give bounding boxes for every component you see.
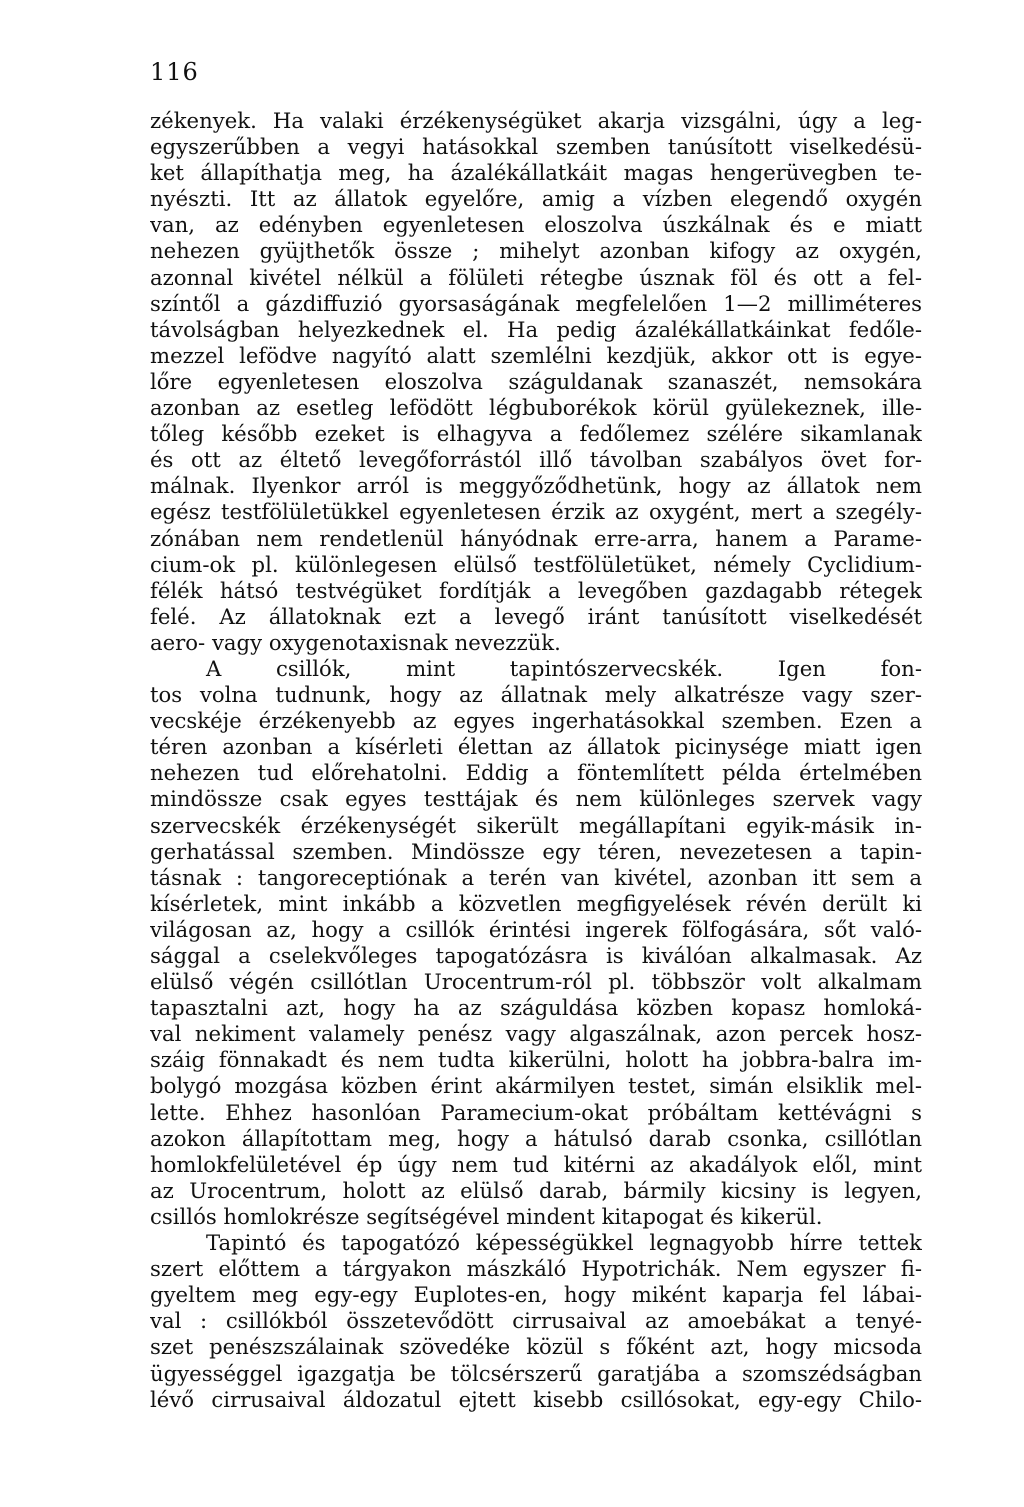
text-line: A csillók, mint tapintószervecskék. Igen fon-	[206, 655, 922, 681]
text-line: málnak. Ilyenkor arról is meggyőződhetünk, hogy az állatok nem	[150, 473, 922, 499]
text-line: és ott az éltető levegőforrástól illő távolban szabályos övet for-	[150, 447, 922, 473]
text-line: val : csillókból összetevődött cirrusaival az amoebákat a tenyé-	[150, 1308, 922, 1334]
text-line: Tapintó és tapogatózó képességükkel legnagyobb hírre tettek	[206, 1230, 922, 1256]
text-line: az Urocentrum, holott az elülső darab, bármily kicsiny is legyen,	[150, 1177, 922, 1203]
text-line: félék hátsó testvégüket fordítják a levegőben gazdagabb rétegek	[150, 577, 922, 603]
text-line: zékenyek. Ha valaki érzékenységüket akarja vizsgálni, úgy a leg-	[150, 108, 922, 133]
text-line: val nekiment valamely penész vagy algaszálnak, azon percek hosz-	[150, 1021, 922, 1047]
text-line: szervecskék érzékenységét sikerült megállapítani egyik-másik in-	[150, 812, 922, 838]
text-line: lette. Ehhez hasonlóan Paramecium-okat próbáltam kettévágni s	[150, 1099, 922, 1125]
text-line: zónában nem rendetlenül hányódnak erre-arra, hanem a Parame-	[150, 525, 922, 551]
text-line: kísérletek, mint inkább a közvetlen megfigyelések révén derült ki	[150, 890, 922, 916]
text-line: téren azonban a kísérleti élettan az állatok picinysége miatt igen	[150, 734, 922, 760]
text-line: sággal a cselekvőleges tapogatózásra is kiválóan alkalmasak. Az	[150, 943, 922, 968]
text-line: lévő cirrusaival áldozatul ejtett kisebb csillósokat, egy-egy Chilo-	[150, 1386, 922, 1412]
text-line: tásnak : tangoreceptiónak a terén van kivétel, azonban itt sem a	[150, 864, 922, 890]
text-line: azonban az esetleg lefödött légbuborékok körül gyülekeznek, ille-	[150, 395, 922, 421]
text-line: ügyességgel igazgatja be tölcsérszerű garatjába a szomszédságban	[150, 1360, 922, 1386]
text-line: ket állapíthatja meg, ha ázalékállatkáit magas hengerüvegben te-	[150, 160, 922, 186]
text-line: távolságban helyezkednek el. Ha pedig ázalékállatkáinkat fedőle-	[150, 316, 922, 342]
text-line: nehezen tud előrehatolni. Eddig a föntemlített példa értelmében	[150, 760, 922, 786]
text-line: gyeltem meg egy-egy Euplotes-en, hogy miként kaparja fel lábai-	[150, 1282, 922, 1308]
text-line: homlokfelületével ép úgy nem tud kitérni az akadályok elől, mint	[150, 1151, 922, 1177]
text-line: azokon állapítottam meg, hogy a hátulsó darab csonka, csillótlan	[150, 1125, 922, 1151]
text-line: tos volna tudnunk, hogy az állatnak mely alkatrésze vagy szer-	[150, 682, 922, 708]
text-line: tapasztalni azt, hogy ha az száguldása közben kopasz homloká-	[150, 995, 922, 1021]
text-line: világosan az, hogy a csillók érintési ingerek fölfogására, sőt való-	[150, 916, 922, 942]
text-line: szet penészszálainak szövedéke közül s főként azt, hogy micsoda	[150, 1334, 922, 1360]
text-line: bolygó mozgása közben érint akármilyen testet, simán elsiklik mel-	[150, 1073, 922, 1099]
body-text	[150, 108, 922, 1413]
text-line: száig fönnakadt és nem tudta kikerülni, holott ha jobbra-balra im-	[150, 1047, 922, 1073]
text-line: egész testfölületükkel egyenletesen érzik az oxygént, mert a szegély-	[150, 499, 922, 525]
text-line: van, az edényben egyenletesen eloszolva úszkálnak és e miatt	[150, 212, 922, 238]
text-line: vecskéje érzékenyebb az egyes ingerhatásokkal szemben. Ezen a	[150, 708, 922, 734]
text-line: lőre egyenletesen eloszolva száguldanak szanaszét, nemsokára	[150, 368, 922, 394]
text-line: nyészti. Itt az állatok egyelőre, amig a vízben elegendő oxygén	[150, 186, 922, 212]
page-number: 116	[150, 58, 199, 86]
text-line: mindössze csak egyes testtájak és nem különleges szervek vagy	[150, 786, 922, 812]
text-line: színtől a gázdiffuzió gyorsaságának megfelelően 1—2 milliméteres	[150, 290, 922, 316]
text-line: aero- vagy oxygenotaxisnak nevezzük.	[150, 629, 561, 655]
text-line: gerhatással szemben. Mindössze egy téren, nevezetesen a tapin-	[150, 838, 922, 864]
text-line: csillós homlokrésze segítségével mindent kitapogat és kikerül.	[150, 1203, 823, 1229]
text-line: elülső végén csillótlan Urocentrum-ról pl. többször volt alkalmam	[150, 969, 922, 995]
text-line: mezzel lefödve nagyító alatt szemlélni kezdjük, akkor ott is egye-	[150, 342, 922, 368]
text-line: felé. Az állatoknak ezt a levegő iránt tanúsított viselkedését	[150, 603, 922, 629]
text-line: tőleg később ezeket is elhagyva a fedőlemez szélére sikamlanak	[150, 421, 922, 447]
text-line: cium-ok pl. különlegesen elülső testfölületüket, némely Cyclidium-	[150, 551, 922, 577]
text-line: szert előttem a tárgyakon mászkáló Hypotrichák. Nem egyszer fi-	[150, 1256, 922, 1282]
text-line: nehezen gyüjthetők össze ; mihelyt azonban kifogy az oxygén,	[150, 238, 922, 264]
text-line: egyszerűbben a vegyi hatásokkal szemben tanúsított viselkedésü-	[150, 134, 922, 160]
text-line: azonnal kivétel nélkül a fölületi rétegbe úsznak föl és ott a fel-	[150, 264, 922, 290]
